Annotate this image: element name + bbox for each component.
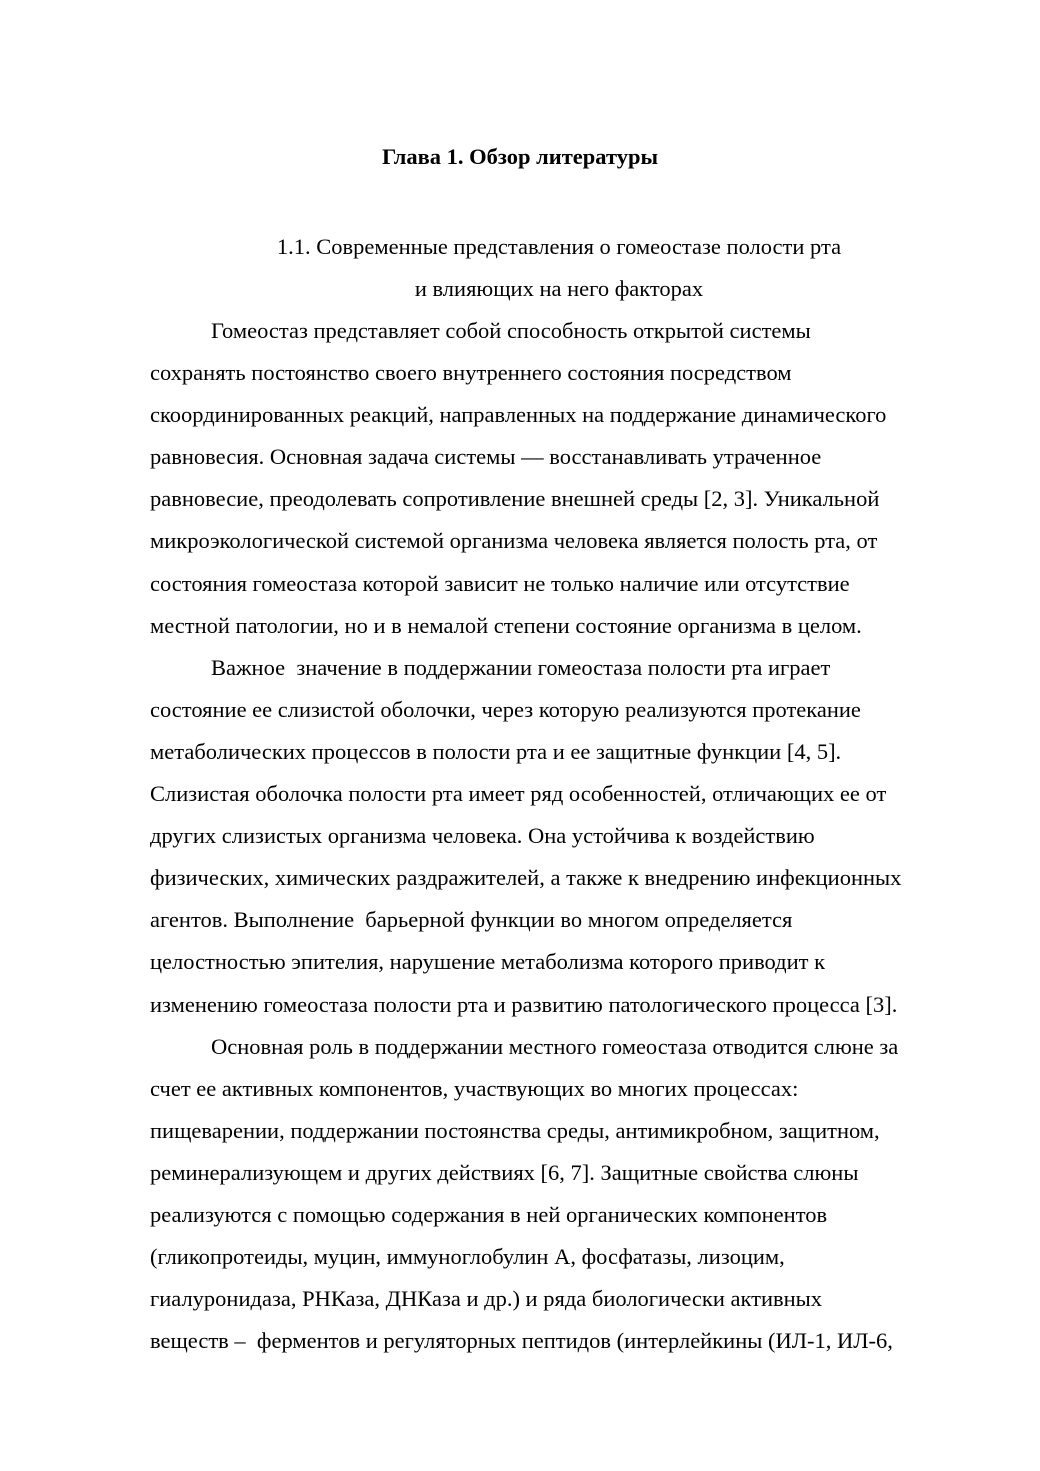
paragraph-2-line: других слизистых организма человека. Она устойчива к воздействию bbox=[150, 823, 815, 849]
paragraph-3-line: реализуются с помощью содержания в ней органических компонентов bbox=[150, 1201, 828, 1227]
section-title-line-2: и влияющих на него факторах bbox=[414, 276, 704, 301]
chapter-title: Глава 1. Обзор литературы bbox=[381, 144, 659, 169]
paragraph-2-line: физических, химических раздражителей, а также к внедрению инфекционных bbox=[150, 865, 902, 891]
paragraph-3-line: реминерализующем и других действиях [6, 7]. Защитные свойства слюны bbox=[150, 1159, 859, 1185]
paragraph-1-line: скоординированных реакций, направленных на поддержание динамического bbox=[150, 402, 887, 428]
paragraph-2-line: изменению гомеостаза полости рта и развитию патологического процесса [3]. bbox=[150, 991, 898, 1017]
paragraph-2-line: агентов. Выполнение барьерной функции во многом определяется bbox=[150, 907, 793, 933]
section-title-line-1: 1.1. Современные представления о гомеостазе полости рта bbox=[276, 234, 842, 259]
paragraph-2-line: целостностью эпителия, нарушение метаболизма которого приводит к bbox=[150, 949, 826, 975]
section-title bbox=[150, 226, 968, 310]
paragraph-1-line: равновесие, преодолевать сопротивление внешней среды [2, 3]. Уникальной bbox=[150, 486, 880, 512]
paragraph-3-line: счет ее активных компонентов, участвующих во многих процессах: bbox=[150, 1075, 799, 1101]
paragraph-2-line: состояние ее слизистой оболочки, через которую реализуются протекание bbox=[150, 696, 861, 722]
paragraph-1-line: местной патологии, но и в немалой степени состояние организма в целом. bbox=[150, 612, 862, 638]
paragraph-1-line: микроэкологической системой организма человека является полость рта, от bbox=[150, 528, 878, 554]
paragraph-3-line: (гликопротеиды, муцин, иммуноглобулин А, фосфатазы, лизоцим, bbox=[150, 1244, 785, 1270]
paragraph-3-line: гиалуронидаза, РНКаза, ДНКаза и др.) и ряда биологически активных bbox=[150, 1286, 823, 1312]
paragraph-2-line: Слизистая оболочка полости рта имеет ряд особенностей, отличающих ее от bbox=[150, 781, 887, 807]
paragraph-2-line: Важное значение в поддержании гомеостаза полости рта играет bbox=[211, 654, 831, 680]
body-text bbox=[150, 310, 980, 1362]
paragraph-3-line: веществ – ферментов и регуляторных пептидов (интерлейкины (ИЛ-1, ИЛ-6, bbox=[150, 1328, 893, 1354]
paragraph-1-line: сохранять постоянство своего внутреннего состояния посредством bbox=[150, 360, 792, 386]
paragraph-3-line: Основная роль в поддержании местного гомеостаза отводится слюне за bbox=[211, 1033, 899, 1059]
paragraph-1-line: состояния гомеостаза которой зависит не только наличие или отсутствие bbox=[150, 570, 850, 596]
paragraph-1-line: равновесия. Основная задача системы — восстанавливать утраченное bbox=[150, 444, 822, 470]
paragraph-1-line: Гомеостаз представляет собой способность открытой системы bbox=[211, 318, 811, 343]
paragraph-3-line: пищеварении, поддержании постоянства среды, антимикробном, защитном, bbox=[150, 1117, 880, 1143]
paragraph-2-line: метаболических процессов в полости рта и ее защитные функции [4, 5]. bbox=[150, 738, 842, 764]
